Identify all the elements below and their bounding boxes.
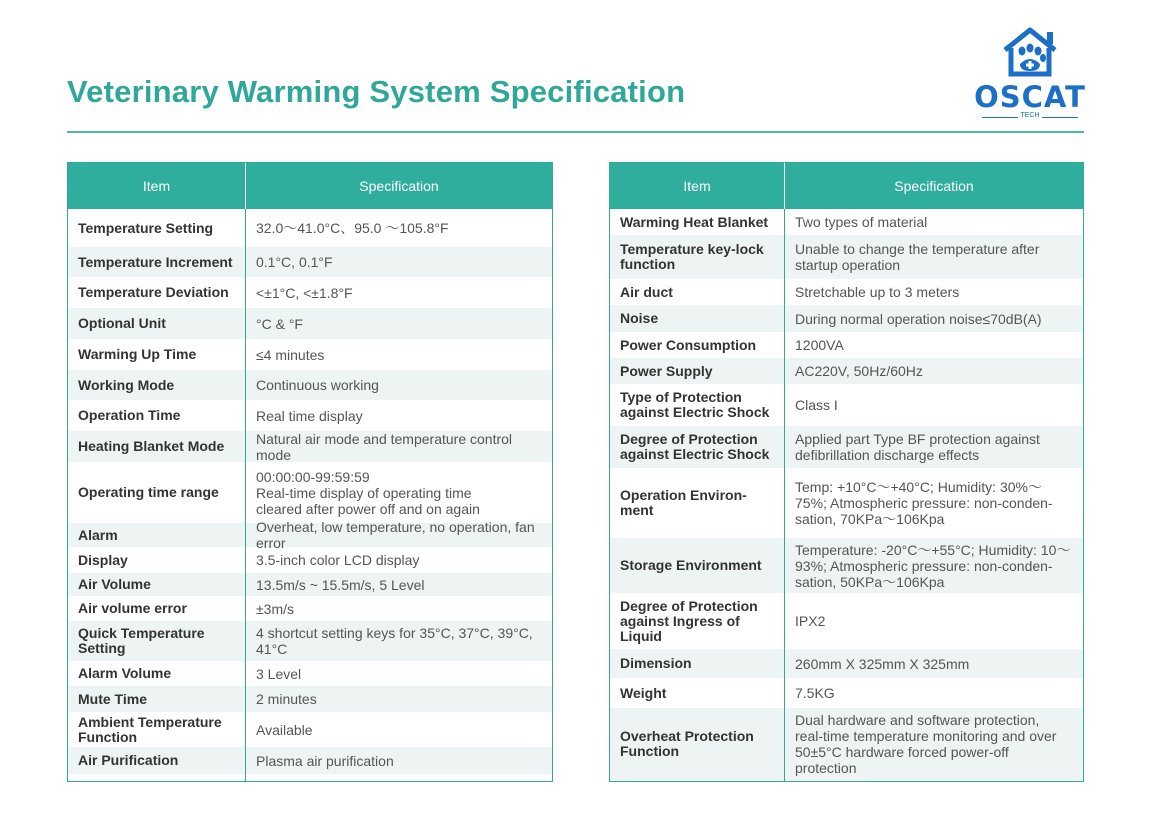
table-row xyxy=(68,573,552,596)
spec-value: Class I xyxy=(795,397,838,413)
header-spec: Specification xyxy=(894,178,974,194)
spec-item-label: Degree of Protection against Ingress of Liquid xyxy=(620,597,758,644)
spec-item-label: Power Consumption xyxy=(620,336,757,353)
table-row xyxy=(610,708,1083,780)
paw-house-icon xyxy=(974,24,1086,80)
spec-item-label: Optional Unit xyxy=(78,315,166,331)
spec-value: °C & °F xyxy=(256,315,303,332)
logo-brand: OSCAT xyxy=(974,80,1086,114)
table-row xyxy=(610,649,1083,678)
spec-value: Real time display xyxy=(256,407,363,424)
spec-value: 13.5m/s ~ 15.5m/s, 5 Level xyxy=(256,576,425,593)
spec-value: 2 minutes xyxy=(256,691,317,707)
table-row xyxy=(68,431,552,462)
header-item: Item xyxy=(142,178,171,194)
header-item: Item xyxy=(683,178,711,194)
table-header xyxy=(610,163,1083,209)
table-row xyxy=(610,332,1083,358)
table-row xyxy=(68,686,552,712)
table-row xyxy=(68,209,552,247)
spec-value: Overheat, low temperature, no operation, fan error xyxy=(256,519,535,551)
spec-item-label: Air volume error xyxy=(78,600,187,616)
table-row xyxy=(610,593,1083,649)
page-title: Veterinary Warming System Specification xyxy=(67,74,686,109)
spec-item-label: Type of Protection against Electric Shock xyxy=(620,389,770,420)
spec-item-label: Warming Heat Blanket xyxy=(620,213,769,230)
spec-value: 7.5KG xyxy=(795,685,835,701)
spec-item-label: Air Volume xyxy=(78,576,151,592)
spec-value: Available xyxy=(256,721,313,738)
spec-value: 1200VA xyxy=(795,337,844,353)
spec-item-label: Operation Time xyxy=(78,407,181,423)
table-row xyxy=(68,712,552,747)
spec-item-label: Temperature key-lock function xyxy=(620,241,764,272)
spec-value: 3.5-inch color LCD display xyxy=(256,552,420,568)
spec-value: Plasma air purification xyxy=(256,752,394,769)
spec-item-label: Operating time range xyxy=(78,484,219,500)
table-row xyxy=(68,308,552,339)
spec-item-label: Ambient Temperature Function xyxy=(78,713,222,745)
spec-item-label: Power Supply xyxy=(620,362,713,379)
spec-item-label: Weight xyxy=(620,684,667,701)
spec-value: 00:00:00-99:59:59 Real-time display of operating time cleared after power off and on again xyxy=(256,468,480,517)
table-row xyxy=(610,426,1083,468)
spec-item-label: Degree of Protection against Electric Shock xyxy=(620,431,770,462)
table-row xyxy=(68,400,552,431)
table-row xyxy=(68,519,552,551)
spec-value: Applied part Type BF protection against defibrillation discharge effects xyxy=(795,431,1040,463)
spec-item-label: Heating Blanket Mode xyxy=(78,438,225,454)
spec-value: Two types of material xyxy=(795,214,928,230)
spec-value: Dual hardware and software protection, real-time temperature monitoring and over 50±5°C hardware forced power-off protection xyxy=(795,712,1057,776)
spec-item-label: Mute Time xyxy=(78,690,147,707)
spec-item-label: Air duct xyxy=(620,283,673,300)
left-spec-table xyxy=(67,162,553,782)
table-row xyxy=(68,277,552,308)
spec-value: 3 Level xyxy=(256,665,302,682)
table-row xyxy=(68,247,552,277)
spec-value: AC220V, 50Hz/60Hz xyxy=(795,363,923,379)
spec-item-label: Overheat Protection Function xyxy=(620,728,754,759)
table-row xyxy=(68,339,552,370)
logo-subtitle: TECH xyxy=(978,112,1082,122)
right-spec-table xyxy=(609,162,1084,782)
table-row xyxy=(610,538,1083,593)
table-row xyxy=(610,305,1083,332)
table-row xyxy=(68,621,552,661)
spec-value: IPX2 xyxy=(795,613,826,629)
spec-value: ≤4 minutes xyxy=(256,346,325,363)
spec-item-label: Operation Environ- ment xyxy=(620,487,747,518)
title-divider xyxy=(67,131,1084,133)
spec-value: Continuous working xyxy=(256,377,379,393)
oscat-logo xyxy=(974,24,1086,124)
spec-item-label: Quick Temperature Setting xyxy=(78,625,205,656)
table-row xyxy=(68,370,552,400)
spec-item-label: Alarm xyxy=(78,526,118,543)
table-row xyxy=(68,462,552,523)
spec-item-label: Working Mode xyxy=(78,376,175,393)
spec-value: 260mm X 325mm X 325mm xyxy=(795,655,970,672)
header-spec: Specification xyxy=(359,178,439,194)
spec-value: Temp: +10°C～+40°C; Humidity: 30%～ 75%; Atmospheric pressure: non-conden- sation, 70KPa～106Kpa xyxy=(795,479,1053,527)
spec-item-label: Temperature Increment xyxy=(78,253,233,270)
spec-value: Unable to change the temperature after startup operation xyxy=(795,241,1040,273)
table-row xyxy=(610,209,1083,235)
spec-value: Stretchable up to 3 meters xyxy=(795,284,960,300)
spec-item-label: Alarm Volume xyxy=(78,665,172,681)
table-row xyxy=(68,547,552,573)
spec-value: <±1°C, <±1.8°F xyxy=(256,284,353,301)
spec-value: Natural air mode and temperature control mode xyxy=(256,430,513,463)
spec-value: 0.1°C, 0.1°F xyxy=(256,254,333,270)
table-row xyxy=(610,468,1083,538)
table-row xyxy=(68,661,552,686)
table-row xyxy=(610,384,1083,426)
spec-item-label: Dimension xyxy=(620,655,692,671)
table-header xyxy=(68,163,552,209)
spec-item-label: Display xyxy=(78,551,128,568)
spec-value: ±3m/s xyxy=(256,600,295,617)
spec-value: Temperature: -20°C～+55°C; Humidity: 10～ 93%; Atmospheric pressure: non-conden- sation, 50KPa～106Kpa xyxy=(795,541,1071,590)
spec-item-label: Warming Up Time xyxy=(78,346,197,362)
spec-item-label: Air Purification xyxy=(78,752,179,768)
spec-value: 32.0～41.0°C、95.0 ～105.8°F xyxy=(256,220,449,236)
table-row xyxy=(610,235,1083,279)
spec-value: 4 shortcut setting keys for 35°C, 37°C, 39°C, 41°C xyxy=(256,625,533,657)
table-row xyxy=(610,279,1083,305)
table-row xyxy=(68,747,552,774)
spec-item-label: Temperature Setting xyxy=(78,219,214,236)
spec-item-label: Temperature Deviation xyxy=(78,284,229,300)
table-row xyxy=(610,358,1083,384)
table-row xyxy=(610,678,1083,708)
spec-value: During normal operation noise≤70dB(A) xyxy=(795,310,1042,327)
spec-item-label: Noise xyxy=(620,310,659,326)
table-row xyxy=(68,596,552,621)
spec-item-label: Storage Environment xyxy=(620,557,762,573)
